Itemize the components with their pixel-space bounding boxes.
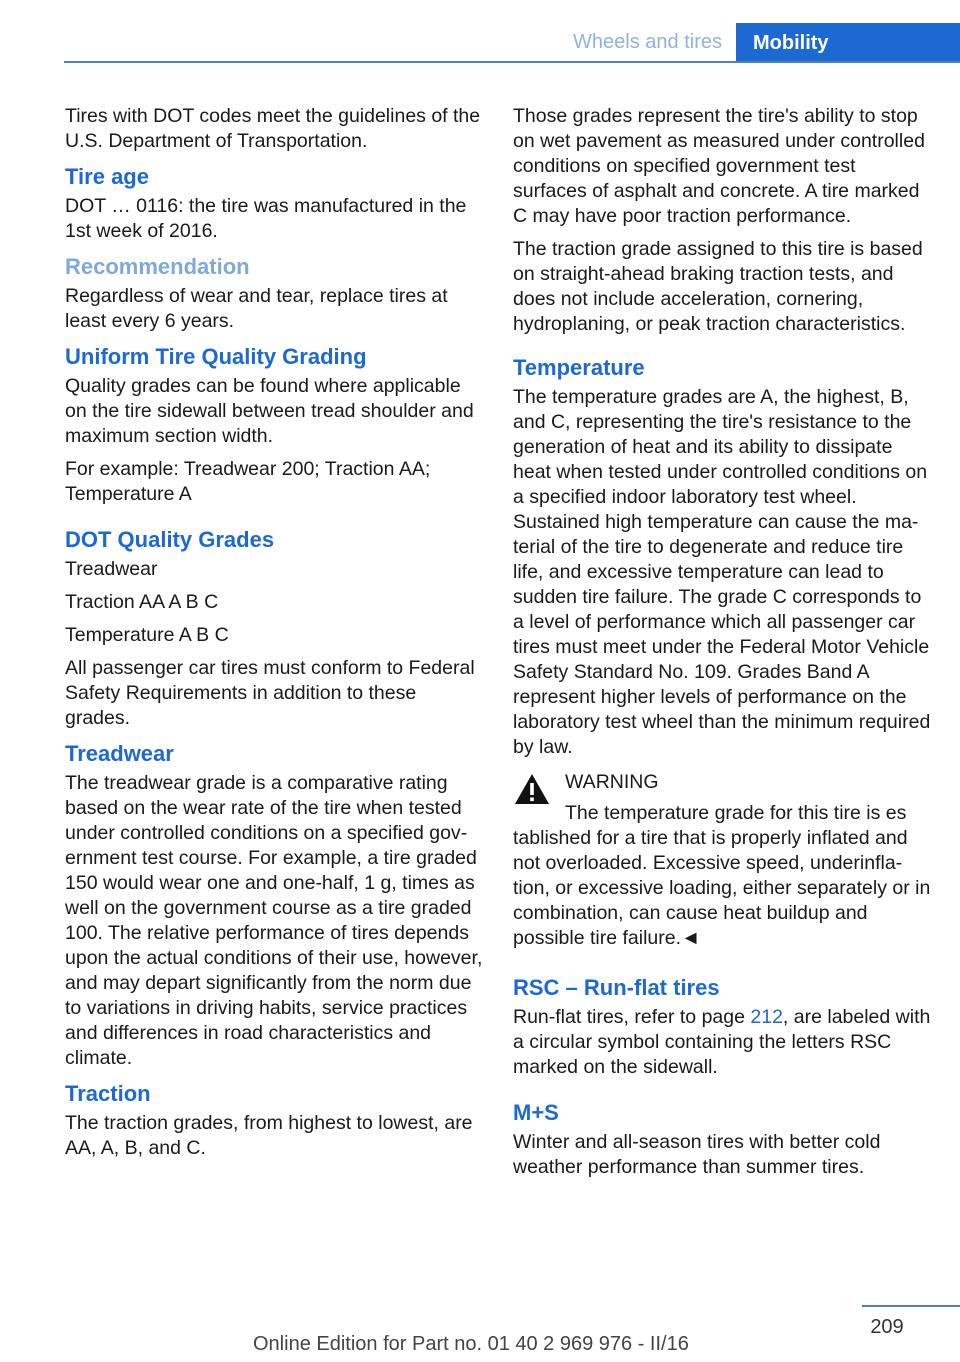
header-rule [64,61,960,63]
left-column [65,104,483,1169]
traction-grade-text: The traction grade assigned to this tire is based on straight-ahead braking traction tests, and does not include acceleration, cornering, hydroplaning, or peak traction characteristics. [513,238,923,335]
rsc-text-after: , are labeled with a circular symbol containing the letters RSC marked on the sidewall. [513,1006,931,1078]
section-label: Wheels and tires [573,31,722,53]
dot-line-temperature: Temperature A B C [65,624,229,646]
ms-heading: M+S [513,1100,559,1125]
recommendation-heading: Recommendation [65,254,250,279]
spacer [65,515,483,525]
tire-age-text: DOT … 0116: the tire was manufactured in the 1st week of 2016. [65,195,467,242]
warning-text: tablished for a tire that is properly inflated and not overloaded. Excessive speed, underinflation, or excessive loading, either separately or in combination, can cause heat buildup and possible tire failure.◄ [513,827,931,949]
warning-triangle-icon [513,772,551,806]
tire-age-heading: Tire age [65,164,149,189]
traction-text-continued: Those grades represent the tire's ability to stop on wet pavement as measured under controlled conditions on specified government test surfaces of asphalt and concrete. A tire marked C may have poor traction performance. [513,105,925,227]
utqg-heading: Uniform Tire Quality Grading [65,344,367,369]
treadwear-heading: Treadwear [65,741,174,766]
warning-title: WARNING [565,771,659,793]
warning-block [513,770,931,951]
dot-grades-heading: DOT Quality Grades [65,527,275,552]
dot-grades-text: All passenger car tires must conform to Federal Safety Requirements in addition to these grades. [65,657,475,729]
page-number: 209 [870,1316,904,1338]
treadwear-text: The treadwear grade is a comparative rating based on the wear rate of the tire when tested under controlled conditions on a specified government test course. For example, a tire graded 150 would wear one and one-half, 1 g, times as well on the government course as a tire graded 100. The relative performance of tires depends upon the actual conditions of their use, however, and may depart significantly from the norm due to variations in driving habits, service practices and differences in road characteristics and climate. [65,772,483,1069]
rsc-heading: RSC – Run-flat tires [513,975,720,1000]
right-column [513,104,931,1188]
rsc-text-before: Run-flat tires, refer to page [513,1006,751,1028]
dot-intro: Tires with DOT codes meet the guidelines of the U.S. Department of Transportation. [65,105,481,152]
utqg-text: Quality grades can be found where applicable on the tire sidewall between tread shoulder and maximum section width. [65,375,474,447]
rsc-text [513,1005,931,1080]
edition-note: Online Edition for Part no. 01 40 2 969 976 - II/16 [253,1333,689,1355]
warning-text-first-line: The temperature grade for this tire is es [565,802,907,824]
page-header [0,0,960,62]
temperature-text: The temperature grades are A, the highest, B, and C, representing the tire's resistance to the generation of heat and its ability to dissipate heat when tested under controlled conditions on a specified indoor laboratory test wheel. Sustained high temperature can cause the material of the tire to degenerate and reduce tire life, and excessive temperature can lead to sudden tire failure. The grade C corresponds to a level of performance which all passenger car tires must meet under the Federal Motor Vehicle Safety Standard No. 109. Grades Band A represent higher levels of performance on the laboratory test wheel than the minimum required by law. [513,386,931,758]
dot-line-treadwear: Treadwear [65,558,158,580]
page-212-link[interactable]: 212 [750,1006,783,1028]
recommendation-text: Regardless of wear and tear, replace tires at least every 6 years. [65,285,448,332]
ms-text: Winter and all-season tires with better cold weather performance than summer tires. [513,1131,881,1178]
chapter-tab: Mobility [736,23,960,63]
dot-line-traction: Traction AA A B C [65,591,219,613]
traction-heading: Traction [65,1081,151,1106]
footer-rule [862,1305,960,1307]
traction-text: The traction grades, from highest to lowest, are AA, A, B, and C. [65,1112,473,1159]
utqg-example: For example: Treadwear 200; Traction AA; Temperature A [65,458,431,505]
temperature-heading: Temperature [513,355,645,380]
